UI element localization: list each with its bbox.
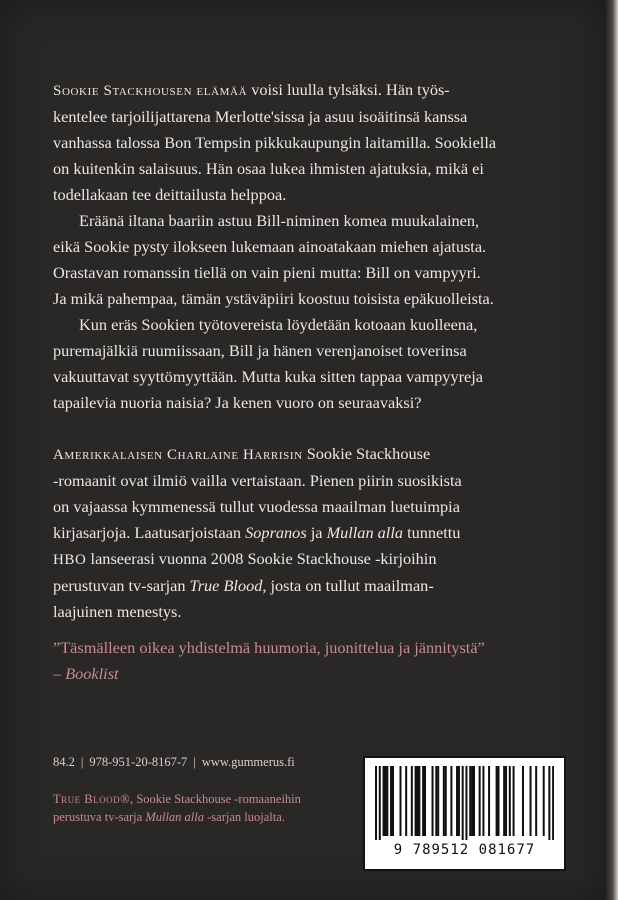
barcode-bar [445, 766, 447, 836]
isbn: 978-951-20-8167-7 [89, 755, 188, 769]
quote-text: ”Täsmälleen oikea yhdistelmä huumoria, juonittelua ja jännitystä” [53, 638, 485, 657]
barcode-bar [424, 766, 426, 836]
barcode-bar [522, 766, 524, 836]
barcode-bar [435, 766, 437, 836]
barcode-bar [479, 766, 481, 836]
barcode-digits: 9 789512 081677 [393, 842, 536, 858]
barcode-bar [497, 766, 499, 836]
barcode-bar [535, 766, 537, 836]
barcode-bar [386, 766, 388, 836]
review-quote [53, 635, 573, 687]
barcode [363, 756, 566, 871]
barcode-bar [469, 766, 471, 836]
blurb-lead: Sookie Stackhousen elämää [53, 83, 248, 99]
barcode-bar [465, 766, 467, 840]
barcode-bar [399, 766, 401, 836]
barcode-bar [456, 766, 458, 836]
blurb-paragraph-1: Sookie Stackhousen elämää voisi luulla tylsäksi. Hän työs- kentelee tarjoilijattarena Merlotte'sissa ja asuu isoäitinsä kanssa vanhassa talossa Bon Tempsin pikkukaupungin laitamilla. Sookiella on kuitenkin salaisuus. Hän osaa lukea ihmisten ajatuksia, mikä ei todellakaan tee deittailusta helppoa. [53, 80, 497, 204]
barcode-bars [375, 766, 554, 840]
barcode-bar [488, 766, 490, 836]
spine-edge [604, 0, 618, 900]
series-credit: True Blood®, Sookie Stackhouse -romaaneihin perustuva tv-sarja Mullan alla -sarjan luojalta. [53, 792, 301, 824]
barcode-bar [422, 766, 424, 836]
barcode-bar [552, 766, 554, 840]
barcode-bar [383, 766, 385, 836]
barcode-bar [392, 766, 394, 836]
barcode-bar [384, 766, 386, 836]
barcode-bar [530, 766, 532, 836]
barcode-bar [405, 766, 407, 836]
barcode-bar [473, 766, 475, 836]
barcode-bar [415, 766, 417, 836]
barcode-bar [548, 766, 550, 840]
barcode-bar [443, 766, 445, 836]
blurb-paragraph-2: Eräänä iltana baariin astuu Bill-niminen komea muukalainen, eikä Sookie pysty ilokseen lukemaan ainoatakaan miehen ajatusta. Orastavan romanssin tiellä on vain pieni mutta: Bill on vampyyri. Ja mikä pahempaa, tämän ystäväpiiri koostuu toisista epäkuolleista. [53, 211, 494, 308]
blurb-paragraph-3: Kun eräs Sookien työtovereista löydetään kotoaan kuolleena, puremajälkiä ruumiissaan, Bill ja hänen verenjanoiset toverinsa vakuuttavat syyttömyyttään. Mutta kuka sitten tappaa vampyyreja tapailevia nuoria naisia? Ja kenen vuoro on seuraavaksi? [53, 315, 483, 412]
barcode-bar [432, 766, 434, 836]
barcode-bar [482, 766, 484, 836]
barcode-bar [411, 766, 413, 836]
barcode-bar [543, 766, 545, 836]
barcode-bar [503, 766, 505, 836]
barcode-bar [450, 766, 452, 836]
barcode-bar [462, 766, 464, 840]
blurb-text [53, 77, 558, 416]
barcode-bar [418, 766, 420, 836]
barcode-bar [513, 766, 515, 836]
barcode-bar [379, 766, 381, 840]
website: www.gummerus.fi [201, 755, 295, 769]
barcode-bar [471, 766, 473, 836]
quote-source: – Booklist [53, 664, 119, 683]
barcode-bar [390, 766, 392, 836]
publication-info: 84.2 | 978-951-20-8167-7 | www.gummerus.fi [53, 755, 295, 769]
barcode-bar [437, 766, 439, 836]
barcode-bar [505, 766, 507, 836]
barcode-bar [496, 766, 498, 836]
author-lead: Amerikkalaisen Charlaine Harrisin [53, 447, 303, 463]
barcode-bar [416, 766, 418, 836]
barcode-bar [458, 766, 460, 836]
author-paragraph: Amerikkalaisen Charlaine Harrisin Sookie Stackhouse -romaanit ovat ilmiö vailla vertaistaan. Pienen piirin suosikista on vajaassa kymmenessä tullut vuodessa maailman luetuimpia kirjasarjoja. Laatusarjoistaan Sopranos ja Mullan alla tunnettu HBO lanseerasi vuonna 2008 Sookie Stackhouse -kirjoihin perustuvan tv-sarjan True Blood, josta on tullut maailman- laajuinen menestys. [53, 444, 462, 621]
barcode-bar [509, 766, 511, 836]
class-number: 84.2 [53, 755, 75, 769]
barcode-bar [375, 766, 377, 840]
